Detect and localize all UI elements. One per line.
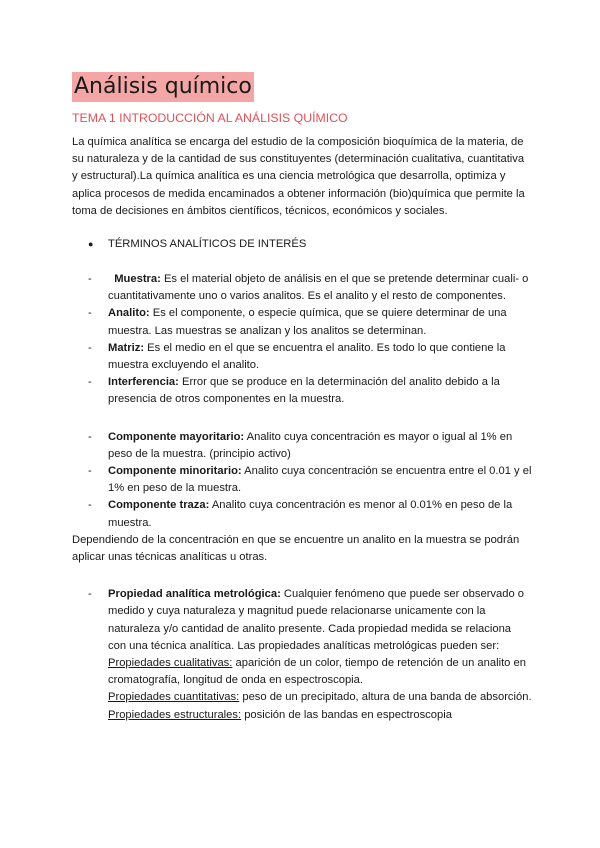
dash-marker: - [88,341,92,354]
list-item [72,586,532,724]
dash-marker: - [88,307,92,320]
subproperty-text: aparición de un color, tiempo de retención de un analito en cromatografía, longitud de onda en espectroscopia. [108,657,526,687]
dash-marker: - [88,376,92,389]
property-list [72,586,532,724]
bullet-heading: TÉRMINOS ANALÍTICOS DE INTERÉS [108,238,307,251]
dependence-paragraph: Dependiendo de la concentración en que se encuentre un analito en la muestra se podrán aplicar unas técnicas analíticas u otras. [72,533,520,564]
list-item [72,271,532,305]
dash-marker: - [88,273,92,286]
bullet-icon: ● [88,239,94,250]
bullet-heading-row [72,236,532,253]
subproperty-label: Propiedades cuantitativas: [108,691,240,704]
list-item [72,429,532,463]
term-label: Componente minoritario: [108,465,242,478]
term-text: Es el material objeto de análisis en el que se pretende determinar cuali- o cuantitativamente uno o varios analitos. Es el analito y el resto de componentes. [108,273,529,303]
term-label: Interferencia: [108,376,179,389]
term-text: Analito cuya concentración es menor al 0.01% en peso de la muestra. [108,499,513,529]
term-label: Componente mayoritario: [108,430,245,443]
term-label: Matriz: [108,341,145,354]
terms-list-2 [72,429,532,532]
term-text: Es el medio en el que se encuentra el analito. Es todo lo que contiene la muestra excluyendo el analito. [108,341,506,372]
subproperty-text: peso de un precipitado, altura de una banda de absorción. [239,691,532,704]
subproperty-text: posición de las bandas en espectroscopia [241,708,452,721]
term-text: Error que se produce en la determinación del analito debido a la presencia de otros componentes en la muestra. [108,376,500,406]
term-label: Propiedad analítica metrológica: [108,588,281,601]
term-text: Es el componente, o especie química, que se quiere determinar de una muestra. Las muestras se analizan y los analitos se determinan. [108,307,507,337]
term-text: Cualquier fenómeno que puede ser observado o medido y cuya naturaleza y magnitud puede relacionarse unicamente con la naturaleza y/o cantidad de analito presente. Cada propiedad medida se relaciona con una técnica analítica. Las propiedades analíticas metrológicas pueden ser: [108,588,525,652]
term-label: Componente traza: [108,499,210,512]
term-text: Analito cuya concentración se encuentra entre el 0.01 y el 1% en peso de la muestra. [108,465,532,495]
list-item [72,374,532,408]
section-subtitle: TEMA 1 INTRODUCCIÓN AL ANÁLISIS QUÍMICO [72,111,348,125]
term-label: Analito: [108,307,150,320]
intro-paragraph: La química analítica se encarga del estudio de la composición bioquímica de la materia, de su naturaleza y de la cantidad de sus constituyentes (determinación cualitativa, cuantitativa y estructural).La química analítica es una ciencia metrológica que desarrolla, optimiza y aplica procesos de medida encaminados a obtener información (bio)química que permite la toma de decisiones en ámbitos científicos, técnicos, económicos y sociales. [72,136,525,217]
list-item [72,340,532,374]
terms-list-1 [72,271,532,409]
list-item [72,305,532,339]
dash-marker: - [88,499,92,512]
list-item [72,463,532,497]
dash-marker: - [88,588,92,601]
dash-marker: - [88,430,92,443]
dash-marker: - [88,465,92,478]
term-label: Muestra: [114,273,161,286]
subproperty-label: Propiedades cualitativas: [108,657,233,670]
document-title: Análisis químico [72,72,254,102]
term-text: Analito cuya concentración es mayor o igual al 1% en peso de la muestra. (principio activo) [108,430,513,460]
list-item [72,497,532,531]
subproperty-label: Propiedades estructurales: [108,708,242,721]
document-page [72,72,532,724]
